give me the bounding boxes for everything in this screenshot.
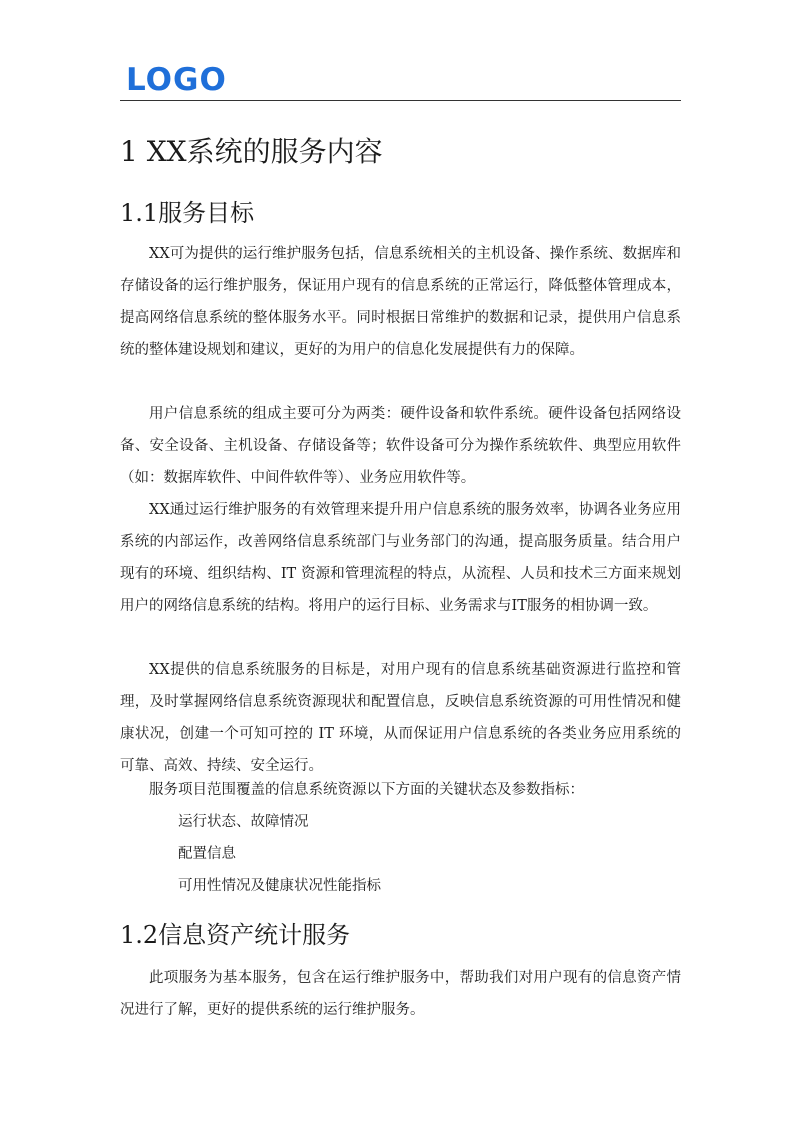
header-divider: [120, 100, 681, 101]
subsection-title-service-goals: 1.1服务目标: [120, 199, 255, 227]
paragraph: 此项服务为基本服务，包含在运行维护服务中，帮助我们对用户现有的信息资产情况进行了解，更好的提供系统的运行维护服务。: [120, 970, 681, 1018]
paragraph: XX可为提供的运行维护服务包括，信息系统相关的主机设备、操作系统、数据库和存储设备的运行维护服务，保证用户现有的信息系统的正常运行，降低整体管理成本，提高网络信息系统的整体服务水平。同时根据日常维护的数据和记录，提供用户信息系统的整体建设规划和建议，更好的为用户的信息化发展提供有力的保障。: [120, 246, 681, 358]
paragraph: 用户信息系统的组成主要可分为两类：硬件设备和软件系统。硬件设备包括网络设备、安全设备、主机设备、存储设备等；软件设备可分为操作系统软件、典型应用软件（如：数据库软件、中间件软件等）、业务应用软件等。: [120, 406, 681, 486]
section-title: 1 XX系统的服务内容: [120, 135, 383, 168]
logo: LOGO: [126, 62, 227, 98]
list-item: 可用性情况及健康状况性能指标: [178, 878, 381, 894]
subsection-title-asset-statistics: 1.2信息资产统计服务: [120, 921, 351, 949]
paragraph: XX提供的信息系统服务的目标是，对用户现有的信息系统基础资源进行监控和管理，及时掌握网络信息系统资源现状和配置信息，反映信息系统资源的可用性情况和健康状况，创建一个可知可控的 IT 环境，从而保证用户信息系统的各类业务应用系统的可靠、高效、持续、安全运行。: [120, 662, 681, 774]
list-item: 运行状态、故障情况: [178, 814, 309, 830]
paragraph: XX通过运行维护服务的有效管理来提升用户信息系统的服务效率，协调各业务应用系统的内部运作，改善网络信息系统部门与业务部门的沟通，提高服务质量。结合用户现有的环境、组织结构、IT 资源和管理流程的特点，从流程、人员和技术三方面来规划用户的网络信息系统的结构。将用户的运行目标、业务需求与IT服务的相协调一致。: [120, 502, 681, 614]
list-item: 配置信息: [178, 846, 236, 862]
paragraph: 服务项目范围覆盖的信息系统资源以下方面的关键状态及参数指标：: [149, 782, 584, 798]
